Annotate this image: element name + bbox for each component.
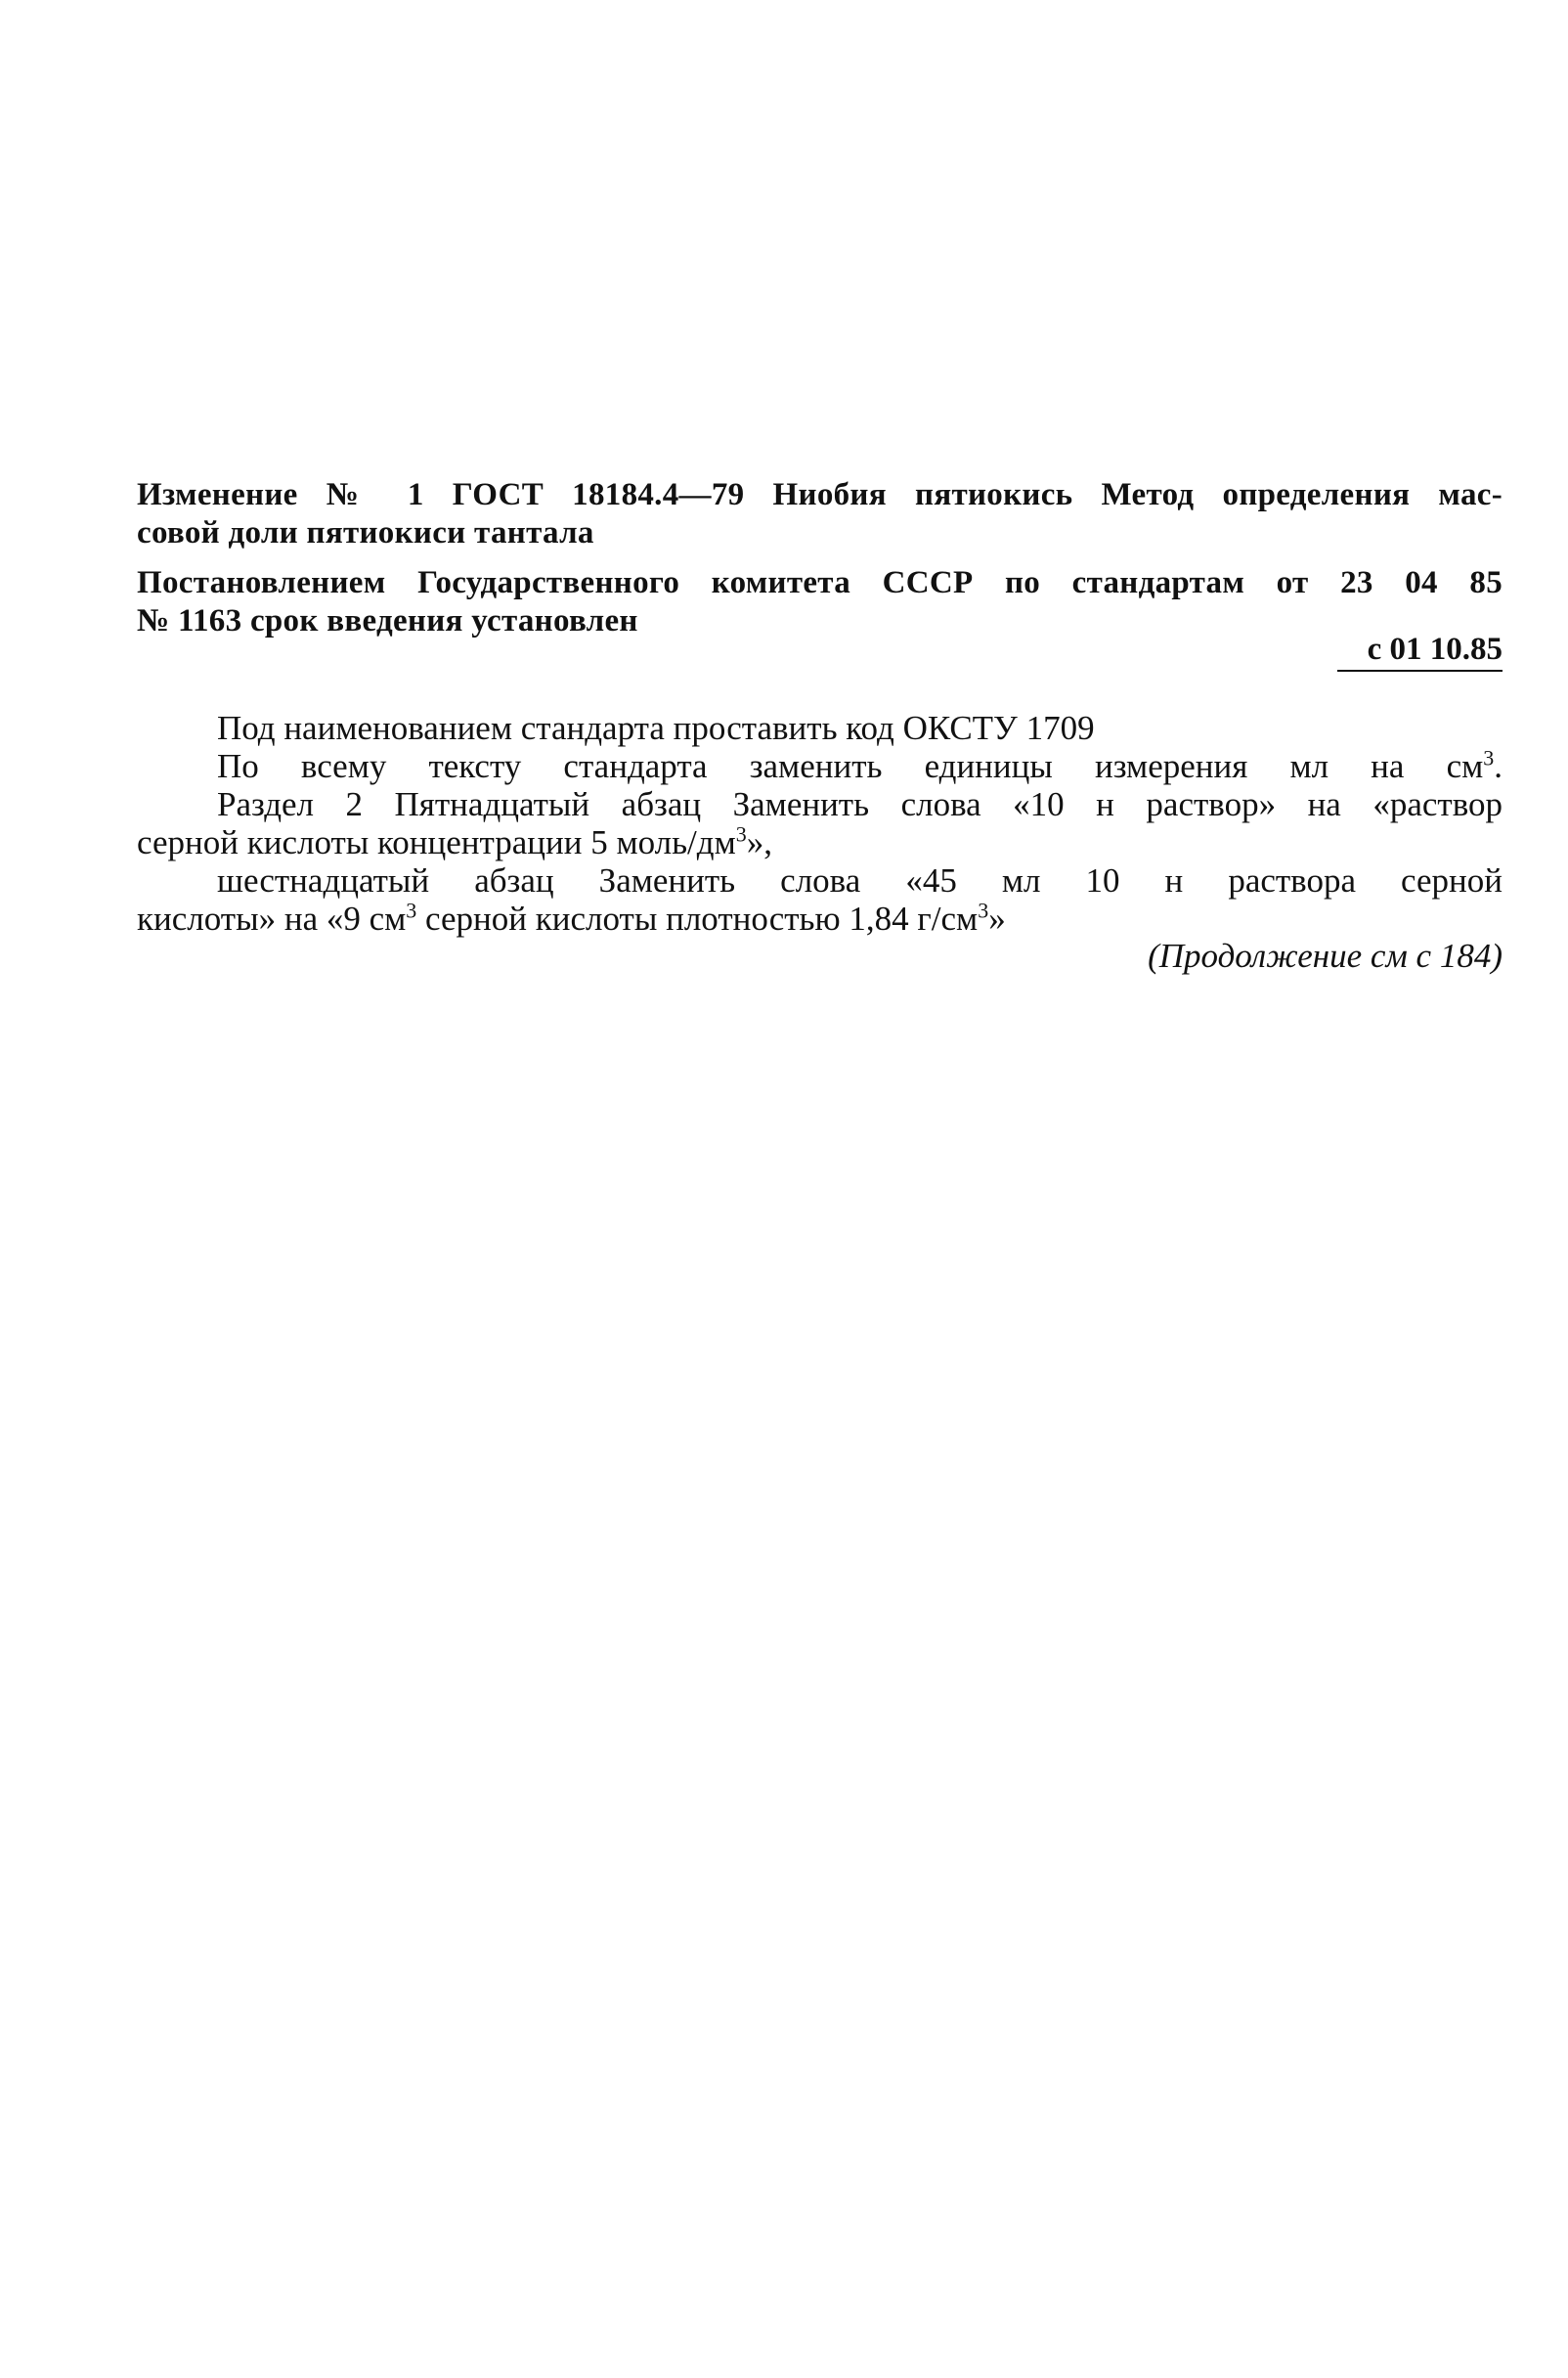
amendment-header <box>137 476 1503 552</box>
paragraph-units-text: По всему тексту стандарта заменить единицы измерения мл на см <box>217 747 1484 785</box>
paragraph-sixteenth-line-2-b: серной кислоты плотностью 1,84 г/см <box>416 900 979 938</box>
paragraph-sixteenth-superscript-2: 3 <box>978 898 989 923</box>
paragraph-sixteenth-line-2-a: кислоты» на «9 см <box>137 900 407 938</box>
effective-date-underline <box>1337 670 1503 672</box>
paragraph-section2-superscript: 3 <box>735 821 747 847</box>
paragraph-sixteenth-line-1: шестнадцатый абзац Заменить слова «45 мл 10 н раствора серной <box>217 861 1503 900</box>
amendment-header-line-1: Изменение № 1 ГОСТ 18184.4—79 Ниобия пятиокись Метод определения мас- <box>137 477 1503 512</box>
paragraph-section2-line-2 <box>137 823 1503 861</box>
paragraph-sixteenth-line-2 <box>137 900 1503 938</box>
paragraph-sixteenth-superscript-1: 3 <box>406 898 417 923</box>
paragraph-sixteenth-line-2-end: » <box>988 900 1006 938</box>
resolution-line-1: Постановлением Государственного комитета СССР по стандартам от 23 04 85 <box>137 565 1503 600</box>
amendment-body <box>137 709 1503 938</box>
paragraph-oksty-code: Под наименованием стандарта проставить код ОКСТУ 1709 <box>217 709 1095 747</box>
paragraph-units-superscript: 3 <box>1483 745 1495 771</box>
paragraph-section2-line-2-end: », <box>746 823 772 861</box>
paragraph-units <box>137 747 1503 785</box>
effective-date: с 01 10.85 <box>1367 632 1503 667</box>
resolution-line-2: № 1163 срок введения установлен <box>137 603 638 639</box>
amendment-header-line-2: совой доли пятиокиси тантала <box>137 515 594 550</box>
continuation-note: (Продолжение см с 184) <box>1148 937 1503 975</box>
paragraph-section2-line-1: Раздел 2 Пятнадцатый абзац Заменить слова «10 н раствор» на «раствор <box>217 785 1503 823</box>
resolution-block <box>137 564 1503 640</box>
paragraph-units-end: . <box>1494 747 1503 785</box>
paragraph-section2-line-2-text: серной кислоты концентрации 5 моль/дм <box>137 823 736 861</box>
